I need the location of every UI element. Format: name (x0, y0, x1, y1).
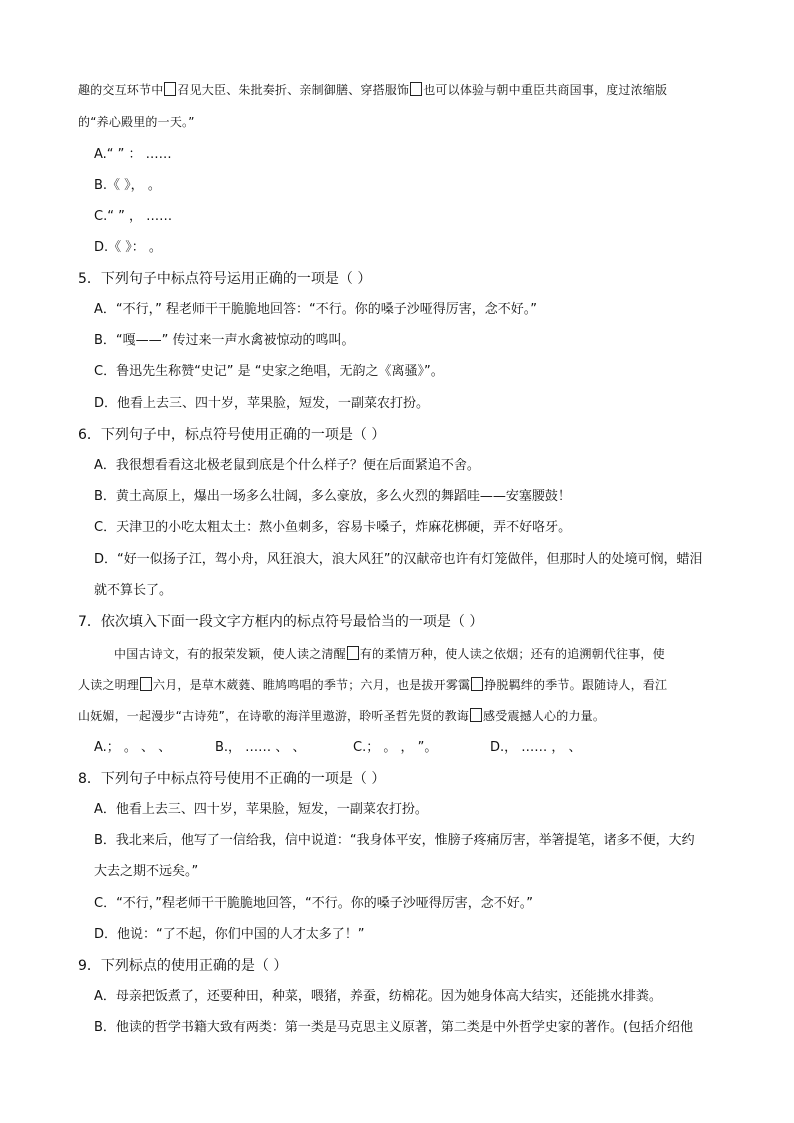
q5-option-b: B．“嘎——” 传过来一声水禽被惊动的鸣叫。 (94, 333, 355, 348)
q7-passage-text: 中国古诗文，有的报荣发颖，使人读之清醒 (114, 647, 346, 661)
q7-option-c: C.； 。 ， ”。 (353, 740, 438, 755)
q8-option-c: C．“不行，”程老师干干脆脆地回答，“不行。你的嗓子沙哑得厉害，念不好。” (94, 896, 534, 911)
q8-option-b: B．我北来后，他写了一信给我，信中说道：“我身体平安，惟膀子疼痛厉害，举箸提笔，诸多不便，大约 (94, 833, 695, 848)
q7-stem: 7．依次填入下面一段文字方框内的标点符号最恰当的一项是（ ） (78, 614, 484, 630)
q7-passage-text: 人读之明理 (78, 678, 140, 692)
q6-stem: 6．下列句子中，标点符号使用正确的一项是（ ） (78, 427, 386, 443)
q7-passage-line-1 (114, 644, 665, 664)
q7-option-b: B.， …… 、 、 (215, 740, 306, 755)
q6-option-d: D．“好一似扬子江，驾小舟，风狂浪大，浪大风狂”的汉献帝也许有灯笼做伴，但那时人的处境可悯，蜡泪 (94, 552, 703, 567)
q9-stem: 9．下列标点的使用正确的是（ ） (78, 958, 288, 974)
q7-passage-text: 山妩媚，一起漫步“古诗苑”，在诗歌的海洋里遨游，聆听圣哲先贤的教诲 (78, 709, 470, 723)
q9-option-b: B．他读的哲学书籍大致有两类：第一类是马克思主义原著，第二类是中外哲学史家的著作。(包括介绍他 (94, 1020, 693, 1035)
q5-stem: 5．下列句子中标点符号运用正确的一项是（ ） (78, 271, 372, 287)
q5-option-c: C．鲁迅先生称赞“史记” 是 “史家之绝唱，无韵之《离骚》”。 (94, 364, 444, 379)
answer-box (470, 708, 482, 722)
q8-option-d: D．他说：“了不起，你们中国的人才太多了！” (94, 927, 365, 942)
answer-box (471, 677, 483, 691)
q7-option-d: D.， …… ， 、 (490, 740, 582, 755)
answer-box (140, 677, 152, 691)
q4-option-c: C.“ ” ， …… (94, 209, 173, 224)
q4-passage-text: 召见大臣、朱批奏折、亲制御膳、穿搭服饰 (177, 83, 410, 97)
q6-option-a: A．我很想看看这北极老鼠到底是个什么样子？便在后面紧追不舍。 (94, 458, 480, 473)
q5-option-a: A．“不行，” 程老师干干脆脆地回答：“不行。你的嗓子沙哑得厉害，念不好。” (94, 302, 537, 317)
q7-passage-line-3 (78, 706, 605, 726)
q4-option-d: D.《 》： 。 (94, 240, 162, 255)
answer-box (410, 82, 422, 96)
q4-option-a: A.“ ” ： …… (94, 147, 172, 162)
q5-option-d: D．他看上去三、四十岁，苹果脸，短发，一副菜农打扮。 (94, 396, 430, 411)
q4-option-b: B.《 》， 。 (94, 178, 161, 193)
q7-option-a: A.； 。 、 、 (94, 740, 172, 755)
q6-option-d-continued: 就不算长了。 (94, 583, 173, 598)
q7-passage-line-2 (78, 675, 667, 695)
q8-option-a: A．他看上去三、四十岁，苹果脸，短发，一副菜农打扮。 (94, 802, 428, 817)
q7-passage-text: 感受震撼人心的力量。 (483, 709, 606, 723)
q7-passage-text: 有的柔情万种，使人读之依烟；还有的追溯朝代往事，使 (359, 647, 665, 661)
q7-passage-text: 挣脱羁绊的季节。跟随诗人，看江 (484, 678, 668, 692)
q9-option-a: A．母亲把饭煮了，还要种田，种菜，喂猪，养蚕，纺棉花。因为她身体高大结实，还能挑水排粪。 (94, 989, 662, 1004)
answer-box (164, 82, 176, 96)
q4-passage-text: 也可以体验与朝中重臣共商国事，度过浓缩版 (423, 83, 668, 97)
q6-option-c: C．天津卫的小吃太粗太土：熬小鱼刺多，容易卡嗓子，炸麻花梆硬，弄不好咯牙。 (94, 520, 572, 535)
q6-option-b: B．黄土高原上，爆出一场多么壮阔，多么豪放，多么火烈的舞蹈哇——安塞腰鼓！ (94, 489, 571, 504)
q8-stem: 8．下列句子中标点符号使用不正确的一项是（ ） (78, 771, 386, 787)
answer-box (347, 646, 359, 660)
q4-passage-text: 趣的交互环节中 (78, 83, 164, 97)
q4-passage-line-1 (78, 80, 667, 100)
q7-passage-text: 六月，是草木葳蕤、睢鸠鸣唱的季节；六月，也是拔开雾霭 (153, 678, 471, 692)
q4-passage-line-2: 的“养心殿里的一天。” (78, 115, 195, 129)
q8-option-b-continued: 大去之期不远矣。” (94, 864, 199, 879)
